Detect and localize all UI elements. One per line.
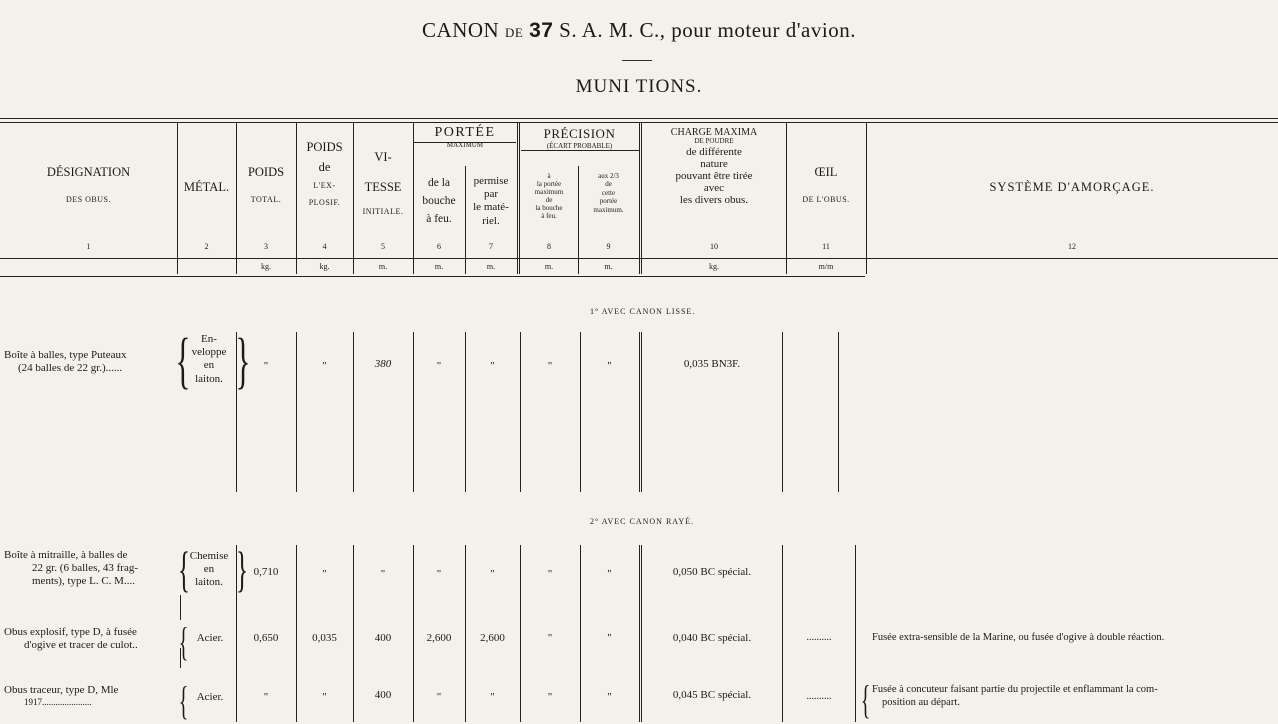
- col-unit: m.: [378, 262, 388, 271]
- col-header-materiel: permise par le maté- riel.: [473, 175, 509, 227]
- table-cell-amorcage: Fusée à concuteur faisant partie du projectile et enflammant la com- position au départ.: [872, 684, 1158, 708]
- table-row-metal: Chemise en laiton.: [189, 550, 229, 589]
- table-cell: ": [322, 568, 327, 580]
- col-unit: m.: [604, 262, 613, 271]
- table-cell: ": [607, 691, 612, 703]
- section-heading: 1° AVEC CANON LISSE.: [590, 307, 696, 316]
- table-cell: ": [436, 691, 442, 703]
- section-heading: 2° AVEC CANON RAYÉ.: [590, 517, 694, 526]
- table-top-rule: [0, 118, 1278, 119]
- col-header-portee-max: à la portée maximum de la bouche à feu.: [534, 172, 564, 221]
- table-cell: 2,600: [480, 632, 505, 644]
- table-cell: 0,710: [253, 566, 279, 578]
- row-divider: [580, 332, 581, 492]
- row-divider: [520, 332, 521, 492]
- col-header-oeil: ŒIL DE L'OBUS.: [802, 165, 850, 205]
- col-header-metal: MÉTAL.: [183, 180, 230, 194]
- table-cell: 0,035: [312, 632, 337, 644]
- table-row-designation: Obus traceur, type D, Mle 1917......................: [4, 684, 119, 708]
- row-divider: [782, 545, 783, 722]
- table-row-metal: Acier.: [196, 691, 224, 703]
- table-cell: 2,600: [426, 632, 452, 644]
- table-row-designation: Boîte à balles, type Puteaux (24 balles de 22 gr.)......: [4, 349, 127, 375]
- col-header-deux-tiers: aux 2/3 de cette portée maximum.: [593, 172, 624, 214]
- row-divider: [855, 545, 856, 722]
- row-divider: [639, 332, 642, 492]
- table-cell: ": [322, 360, 327, 372]
- row-divider: [782, 332, 783, 492]
- table-row-metal: Acier.: [196, 632, 224, 644]
- col-number: 4: [322, 242, 327, 251]
- table-cell: 400: [374, 689, 392, 701]
- precision-rule: [521, 150, 639, 151]
- table-cell: ": [547, 632, 553, 644]
- page-subtitle: MUNI TIONS.: [575, 76, 703, 97]
- table-cell: ": [547, 691, 553, 703]
- row-divider: [838, 332, 839, 492]
- col-header-portee: PORTÉE MAXIMUM: [434, 125, 496, 150]
- col-divider: [866, 122, 867, 274]
- row-divider: [296, 332, 297, 492]
- table-cell: ": [436, 568, 442, 580]
- col-unit: m.: [434, 262, 444, 271]
- table-cell-amorcage: Fusée extra-sensible de la Marine, ou fusée d'ogive à double réaction.: [872, 632, 1165, 643]
- brace: {: [175, 327, 191, 395]
- table-cell: ..........: [806, 691, 832, 702]
- row-divider: [465, 332, 466, 492]
- col-unit: m/m: [818, 262, 834, 271]
- table-cell: ": [263, 360, 269, 372]
- table-cell: ": [547, 568, 553, 580]
- col-header-amorcage: SYSTÈME D'AMORÇAGE.: [989, 180, 1155, 194]
- col-unit: kg.: [709, 262, 719, 271]
- col-number: 12: [1068, 242, 1076, 251]
- col-number: 11: [822, 242, 830, 251]
- table-row-metal: En- veloppe en laiton.: [191, 333, 227, 385]
- table-cell: 380: [374, 358, 392, 370]
- table-cell: ..........: [806, 632, 832, 643]
- table-cell: ": [607, 632, 612, 644]
- table-cell: 0,040 BC spécial.: [672, 632, 752, 644]
- col-header-bouche: de la bouche à feu.: [422, 177, 456, 225]
- table-cell: ": [547, 360, 553, 372]
- table-cell: 0,650: [253, 632, 279, 644]
- col-number: 6: [437, 242, 441, 251]
- col-unit: m.: [486, 262, 496, 271]
- table-row-designation: Obus explosif, type D, à fusée d'ogive et tracer de culot..: [4, 626, 138, 652]
- brace: {: [860, 677, 871, 722]
- col-unit: kg.: [319, 262, 330, 271]
- col-number: 8: [547, 242, 551, 251]
- table-cell: ": [380, 568, 386, 580]
- col-number: 3: [264, 242, 268, 251]
- table-cell: ": [322, 691, 327, 703]
- row-divider: [180, 595, 181, 620]
- brace: {: [178, 541, 190, 597]
- col-header-poids-total: POIDS TOTAL.: [247, 165, 285, 205]
- col-header-designation: DÉSIGNATION DES OBUS.: [46, 165, 131, 205]
- units-bottom-rule: [0, 276, 865, 277]
- col-number: 7: [489, 242, 493, 251]
- table-cell: ": [607, 360, 612, 372]
- row-divider: [413, 332, 414, 492]
- table-cell: 0,045 BC spécial.: [672, 689, 752, 701]
- col-header-charge: CHARGE MAXIMA DE POUDRE de différente nature pouvant être tirée avec les divers obus.: [670, 127, 758, 207]
- table-cell: 400: [374, 632, 392, 644]
- col-number: 9: [606, 242, 611, 251]
- table-row-designation: Boîte à mitraille, à balles de 22 gr. (6 balles, 43 frag- ments), type L. C. M....: [4, 549, 138, 588]
- col-number: 5: [381, 242, 385, 251]
- brace: {: [178, 678, 189, 723]
- col-unit: m.: [544, 262, 554, 271]
- table-cell: ": [607, 568, 612, 580]
- table-cell: ": [490, 691, 495, 703]
- brace: }: [236, 541, 248, 597]
- col-number: 1: [86, 242, 91, 251]
- col-number: 2: [204, 242, 209, 251]
- title-divider: [622, 60, 652, 61]
- col-number: 10: [710, 242, 718, 251]
- table-cell: ": [490, 360, 495, 372]
- table-cell: ": [263, 691, 269, 703]
- brace: {: [178, 619, 189, 664]
- col-divider: [177, 122, 178, 274]
- row-divider: [353, 332, 354, 492]
- brace: }: [235, 327, 251, 395]
- table-cell: 0,035 BN3F.: [683, 358, 741, 370]
- table-cell: ": [490, 568, 495, 580]
- table-cell: ": [436, 360, 442, 372]
- page-title: CANON DE 37 S. A. M. C., pour moteur d'avion.: [422, 18, 856, 42]
- col-header-vitesse: VI- TESSE INITIALE.: [362, 150, 404, 216]
- col-header-poids-explosif: POIDS de L'EX- PLOSIF.: [306, 140, 343, 207]
- col-unit: kg.: [261, 262, 271, 271]
- table-cell: 0,050 BC spécial.: [672, 566, 752, 578]
- col-header-precision: PRÉCISION (ÉCART PROBABLE): [543, 126, 616, 150]
